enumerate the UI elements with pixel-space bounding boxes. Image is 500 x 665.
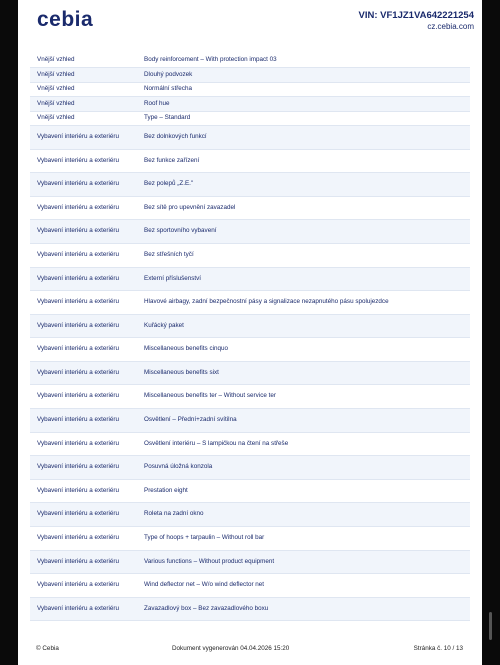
row-value: Zavazadlový box – Bez zavazadlového boxu bbox=[144, 604, 269, 612]
row-category: Vybavení interiéru a exteriéru bbox=[37, 203, 120, 211]
row-value: Osvětlení interiéru – S lampičkou na čtení na střeše bbox=[144, 439, 289, 447]
table-row bbox=[30, 150, 470, 174]
table-row bbox=[30, 433, 470, 457]
row-category: Vybavení interiéru a exteriéru bbox=[37, 227, 120, 235]
table-row bbox=[30, 173, 470, 197]
row-category: Vnější vzhled bbox=[37, 113, 75, 121]
table-row bbox=[30, 268, 470, 292]
row-value: Roof hue bbox=[144, 99, 170, 107]
table-row bbox=[30, 409, 470, 433]
row-value: Bez dolnkových funkcí bbox=[144, 132, 207, 140]
row-category: Vybavení interiéru a exteriéru bbox=[37, 321, 120, 329]
row-category: Vybavení interiéru a exteriéru bbox=[37, 510, 120, 518]
row-value: Dlouhý podvozek bbox=[144, 70, 193, 78]
row-value: Miscellaneous benefits sixt bbox=[144, 368, 219, 376]
row-category: Vybavení interiéru a exteriéru bbox=[37, 180, 120, 188]
table-row bbox=[30, 291, 470, 315]
cebia-logo: cebia bbox=[37, 8, 94, 31]
page-footer bbox=[18, 645, 482, 657]
equipment-table bbox=[30, 54, 470, 621]
row-category: Vybavení interiéru a exteriéru bbox=[37, 604, 120, 612]
row-value: Bez polepů „Z.E." bbox=[144, 180, 194, 188]
row-category: Vybavení interiéru a exteriéru bbox=[37, 156, 120, 164]
row-category: Vybavení interiéru a exteriéru bbox=[37, 250, 120, 258]
row-category: Vybavení interiéru a exteriéru bbox=[37, 486, 120, 494]
table-row bbox=[30, 456, 470, 480]
row-value: Bez střešních tyčí bbox=[144, 250, 194, 258]
table-row bbox=[30, 385, 470, 409]
row-category: Vybavení interiéru a exteriéru bbox=[37, 132, 120, 140]
table-row bbox=[30, 220, 470, 244]
row-value: Wind deflector net – W/o wind deflector net bbox=[144, 581, 265, 589]
footer-generated: Dokument vygenerován 04.04.2026 15:20 bbox=[172, 645, 290, 652]
table-row bbox=[30, 480, 470, 504]
row-value: Body reinforcement – With protection impact 03 bbox=[144, 56, 277, 64]
row-value: Miscellaneous benefits cinquo bbox=[144, 345, 229, 353]
table-row bbox=[30, 83, 470, 97]
table-row bbox=[30, 197, 470, 221]
row-category: Vnější vzhled bbox=[37, 99, 75, 107]
row-value: Type – Standard bbox=[144, 113, 191, 121]
row-category: Vnější vzhled bbox=[37, 70, 75, 78]
row-value: Type of hoops + tarpaulin – Without roll bar bbox=[144, 534, 265, 542]
table-row bbox=[30, 338, 470, 362]
table-row bbox=[30, 503, 470, 527]
footer-copyright: © Cebia bbox=[36, 645, 59, 652]
vin-number: VIN: VF1JZ1VA642221254 bbox=[358, 10, 474, 21]
row-value: Osvětlení – Přední+zadní svítilna bbox=[144, 416, 237, 424]
footer-page-number: Stránka č. 10 / 13 bbox=[413, 645, 463, 652]
table-row bbox=[30, 574, 470, 598]
page-header bbox=[18, 0, 482, 48]
vin-block bbox=[359, 10, 474, 31]
row-value: Roleta na zadní okno bbox=[144, 510, 204, 518]
document-page bbox=[18, 0, 482, 665]
row-category: Vybavení interiéru a exteriéru bbox=[37, 345, 120, 353]
row-value: Kuřácký paket bbox=[144, 321, 184, 329]
row-value: Bez sportovního vybavení bbox=[144, 227, 217, 235]
table-row bbox=[30, 551, 470, 575]
row-value: Miscellaneous benefits ter – Without service ter bbox=[144, 392, 276, 400]
table-row bbox=[30, 54, 470, 68]
table-row bbox=[30, 112, 470, 126]
table-row bbox=[30, 315, 470, 339]
row-category: Vybavení interiéru a exteriéru bbox=[37, 274, 120, 282]
row-category: Vybavení interiéru a exteriéru bbox=[37, 581, 120, 589]
table-row bbox=[30, 362, 470, 386]
row-category: Vybavení interiéru a exteriéru bbox=[37, 392, 120, 400]
row-category: Vybavení interiéru a exteriéru bbox=[37, 557, 120, 565]
row-category: Vybavení interiéru a exteriéru bbox=[37, 416, 120, 424]
row-category: Vnější vzhled bbox=[37, 56, 75, 64]
table-row bbox=[30, 598, 470, 622]
table-row bbox=[30, 97, 470, 111]
table-row bbox=[30, 68, 470, 82]
table-row bbox=[30, 126, 470, 150]
row-value: Posuvná úložná konzola bbox=[144, 463, 213, 471]
row-category: Vybavení interiéru a exteriéru bbox=[37, 463, 120, 471]
row-category: Vybavení interiéru a exteriéru bbox=[37, 534, 120, 542]
row-value: Bez funkce zařízení bbox=[144, 156, 200, 164]
scrollbar-thumb[interactable] bbox=[489, 612, 492, 640]
row-category: Vybavení interiéru a exteriéru bbox=[37, 298, 120, 306]
row-value: Externí příslušenství bbox=[144, 274, 202, 282]
row-value: Bez sítě pro upevnění zavazadel bbox=[144, 203, 236, 211]
row-category: Vybavení interiéru a exteriéru bbox=[37, 368, 120, 376]
row-category: Vnější vzhled bbox=[37, 85, 75, 93]
row-category: Vybavení interiéru a exteriéru bbox=[37, 439, 120, 447]
row-value: Normální střecha bbox=[144, 85, 192, 93]
row-value: Prestation eight bbox=[144, 486, 188, 494]
site-url: cz.cebia.com bbox=[427, 22, 474, 31]
table-row bbox=[30, 527, 470, 551]
table-row bbox=[30, 244, 470, 268]
row-value: Hlavové airbagy, zadní bezpečnostní pásy a signalizace nezapnutého pásu spolujezdce bbox=[144, 298, 389, 306]
row-value: Various functions – Without product equipment bbox=[144, 557, 275, 565]
